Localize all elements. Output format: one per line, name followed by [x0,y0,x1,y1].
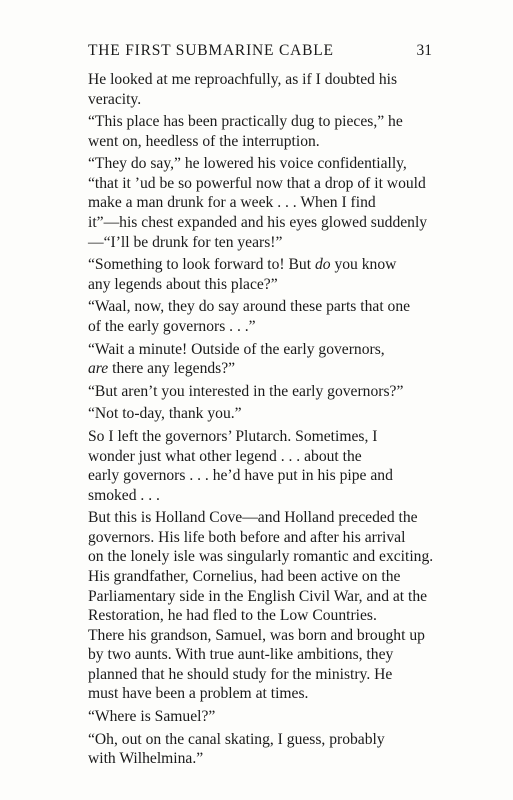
text-line: planned that he should study for the ministry. He [88,665,393,683]
text-line: His grandfather, Cornelius, had been active on the [88,567,401,585]
paragraph [88,382,432,402]
paragraph [88,70,432,109]
paragraph [88,112,432,151]
paragraph [88,255,432,294]
text-line: smoked . . . [88,486,160,504]
text-line: “Not to-day, thank you.” [88,405,242,423]
text-line: by two aunts. With true aunt-like ambitions, they [88,646,394,664]
page-number: 31 [416,42,432,59]
paragraph [88,707,432,727]
text-line: He looked at me reproachfully, as if I doubted his [88,71,398,88]
paragraph [88,154,432,252]
text-line: “that it ’ud be so powerful now that a drop of it would [88,174,426,192]
text-line: “Waal, now, they do say around these parts that one [88,298,411,316]
paragraph [88,427,432,505]
text-line: —“I’ll be drunk for ten years!” [88,233,283,251]
text-line: So I left the governors’ Plutarch. Sometimes, I [88,428,378,446]
text-line: wonder just what other legend . . . about the [88,447,362,465]
paragraph [88,404,432,424]
paragraph [88,730,432,769]
text-line: must have been a problem at times. [88,685,309,703]
text-line: But this is Holland Cove—and Holland preceded the [88,509,418,527]
text-line: There his grandson, Samuel, was born and brought up [88,626,425,644]
paragraph [88,508,432,703]
body-text [88,70,432,772]
text-line: any legends about this place?” [88,275,278,293]
text-line: with Wilhelmina.” [88,750,204,768]
text-line: make a man drunk for a week . . . When I find [88,194,376,212]
text-line: “Wait a minute! Outside of the early governors, [88,340,385,358]
text-line: went on, heedless of the interruption. [88,132,320,150]
text-line: it”—his chest expanded and his eyes glowed suddenly [88,214,428,232]
text-line: “Oh, out on the canal skating, I guess, probably [88,730,385,748]
text-line: of the early governors . . .” [88,317,256,335]
text-line: Restoration, he had fled to the Low Countries. [88,607,377,625]
text-line: “But aren’t you interested in the early governors?” [88,382,404,400]
text-line: early governors . . . he’d have put in his pipe and [88,467,393,485]
text-line: veracity. [88,90,142,108]
text-line: “Something to look forward to! But do you know [88,256,397,274]
chapter-title: THE FIRST SUBMARINE CABLE [88,42,334,59]
text-line: “They do say,” he lowered his voice confidentially, [88,155,407,173]
paragraph [88,340,432,379]
text-line: Parliamentary side in the English Civil War, and at the [88,587,428,605]
running-head [88,42,432,64]
text-line: are there any legends?” [88,360,236,378]
text-line: “This place has been practically dug to pieces,” he [88,113,403,131]
paragraph [88,297,432,336]
text-line: “Where is Samuel?” [88,707,216,725]
text-line: on the lonely isle was singularly romantic and exciting. [88,548,434,566]
text-line: governors. His life both before and after his arrival [88,528,406,546]
